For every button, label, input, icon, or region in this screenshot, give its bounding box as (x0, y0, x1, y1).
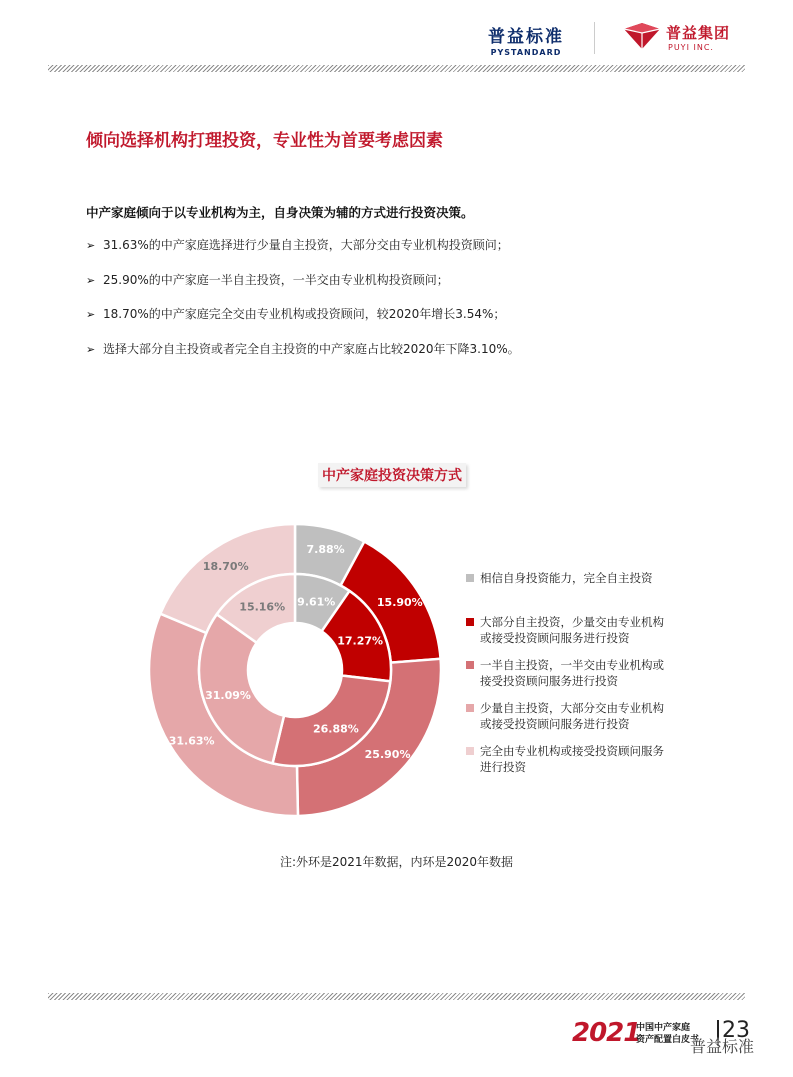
footer-year: 2021 (572, 1018, 641, 1048)
page-number: 23 (722, 1018, 750, 1043)
bullet-arrow-icon: ➢ (86, 342, 96, 356)
chart-note: 注:外环是2021年数据，内环是2020年数据 (279, 855, 514, 869)
legend-label-line: 或接受投资顾问服务进行投资 (480, 631, 630, 645)
bullet-item (86, 305, 520, 340)
legend-item (466, 570, 726, 586)
legend-item (466, 657, 726, 689)
legend-label-line: 一半自主投资，一半交由专业机构或 (480, 658, 664, 672)
page-title: 倾向选择机构打理投资，专业性为首要考虑因素 (86, 131, 443, 151)
puyi-diamond-icon (622, 21, 662, 51)
puyi-logo-cn: 普益集团 (666, 24, 731, 42)
pystandard-logo-cn: 普益标准 (488, 27, 564, 47)
bullet-item (86, 271, 520, 306)
bullet-arrow-icon: ➢ (86, 273, 96, 287)
header-hatch-divider (48, 65, 745, 72)
pystandard-logo-en: PYSTANDARD (490, 48, 562, 57)
lead-text: 中产家庭倾向于以专业机构为主，自身决策为辅的方式进行投资决策。 (86, 205, 474, 220)
bullet-arrow-icon: ➢ (86, 308, 96, 321)
footer-report-line: 资产配置白皮书 (636, 1035, 700, 1045)
legend-swatch (466, 747, 474, 755)
logo-divider (594, 22, 595, 54)
inner-ring-data-label: 31.09% (205, 689, 251, 703)
legend-label-line: 相信自身投资能力，完全自主投资 (480, 571, 653, 585)
inner-ring-data-label: 9.61% (297, 595, 336, 609)
legend-swatch (466, 704, 474, 712)
bullet-arrow-icon: ➢ (86, 239, 96, 252)
footer-report-line: 中国中产家庭 (636, 1023, 691, 1033)
legend-item (466, 743, 726, 775)
bullet-list (86, 236, 520, 374)
bullet-text: 18.70%的中产家庭完全交由专业机构或投资顾问，较2020年增长3.54%； (103, 307, 506, 321)
legend-label-line: 接受投资顾问服务进行投资 (480, 674, 618, 688)
inner-ring-data-label: 15.16% (239, 600, 286, 614)
page-footer (572, 1014, 772, 1064)
footer-hatch-divider (48, 993, 745, 1000)
outer-ring-data-label: 7.88% (306, 542, 345, 556)
legend-label-line: 进行投资 (480, 760, 526, 774)
outer-ring-data-label: 31.63% (168, 734, 215, 748)
puyi-logo-en: PUYI INC. (668, 43, 714, 52)
outer-ring-data-label: 25.90% (364, 747, 411, 761)
legend-swatch (466, 661, 474, 669)
inner-ring-data-label: 17.27% (337, 634, 384, 648)
bullet-item (86, 236, 520, 271)
legend-swatch (466, 618, 474, 626)
bullet-text: 31.63%的中产家庭选择进行少量自主投资，大部分交由专业机构投资顾问； (103, 238, 509, 252)
legend-label-line: 或接受投资顾问服务进行投资 (480, 717, 630, 731)
inner-ring-data-label: 26.88% (312, 722, 359, 736)
donut-chart (140, 515, 450, 825)
outer-ring-data-label: 15.90% (376, 595, 423, 609)
chart-legend (466, 570, 726, 775)
legend-label-line: 完全由专业机构或接受投资顾问服务 (480, 744, 664, 758)
outer-ring-data-label: 18.70% (202, 559, 249, 573)
legend-label-line: 大部分自主投资，少量交由专业机构 (480, 615, 664, 629)
bullet-item (86, 340, 520, 375)
legend-item (466, 614, 726, 646)
watermark-text: 普益标准 (690, 1037, 755, 1056)
legend-swatch (466, 574, 474, 582)
legend-item (466, 700, 726, 732)
bullet-text: 25.90%的中产家庭一半自主投资，一半交由专业机构投资顾问； (103, 272, 449, 287)
chart-title: 中产家庭投资决策方式 (318, 463, 466, 487)
bullet-text: 选择大部分自主投资或者完全自主投资的中产家庭占比较2020年下降3.10%。 (103, 341, 520, 356)
page-header (0, 0, 793, 70)
legend-label-line: 少量自主投资，大部分交由专业机构 (480, 701, 664, 715)
pystandard-logo (488, 22, 564, 57)
